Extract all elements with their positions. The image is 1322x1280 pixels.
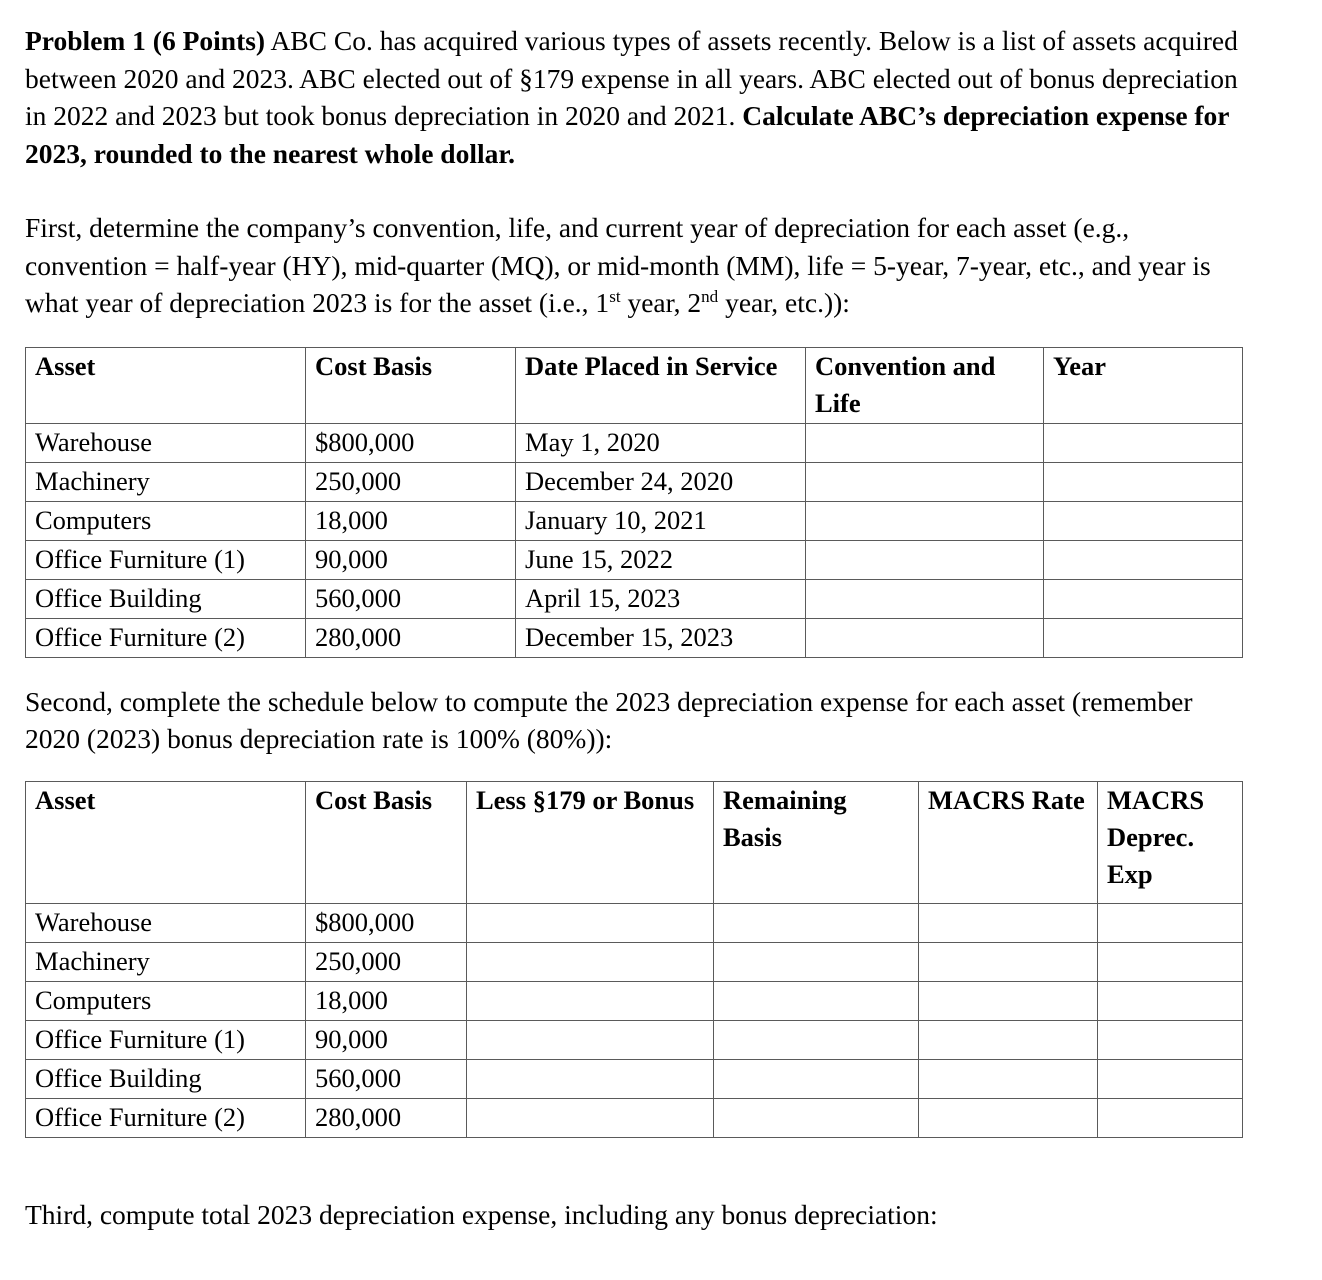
step-first-text-a: First, determine the company’s convention, life, and current year of depreciation for each asset (e.g., convention = half-year (HY), mid-quarter (MQ), or mid-month (MM), life = 5-year, 7-year, etc., and year is what year of depreciation 2023 is for the asset (i.e., 1: [25, 212, 1211, 318]
table-row: [26, 942, 1243, 981]
cell-cost-basis: 18,000: [306, 501, 516, 540]
table-two-header-cost-basis: Cost Basis: [306, 781, 467, 903]
ordinal-suffix-first: st: [609, 286, 621, 306]
cell-convention-life[interactable]: [806, 423, 1044, 462]
cell-asset: Machinery: [26, 462, 306, 501]
cell-year[interactable]: [1044, 579, 1243, 618]
cell-less-179-or-bonus[interactable]: [467, 1098, 714, 1137]
asset-convention-table: [25, 347, 1243, 658]
cell-convention-life[interactable]: [806, 462, 1044, 501]
cell-asset: Warehouse: [26, 903, 306, 942]
cell-remaining-basis[interactable]: [714, 1059, 919, 1098]
depreciation-schedule-table: [25, 781, 1243, 1138]
cell-macrs-deprec-exp[interactable]: [1098, 1098, 1243, 1137]
cell-date-placed: December 15, 2023: [516, 618, 806, 657]
table-row: [26, 903, 1243, 942]
cell-date-placed: May 1, 2020: [516, 423, 806, 462]
cell-asset: Office Furniture (1): [26, 540, 306, 579]
table-row: [26, 981, 1243, 1020]
cell-date-placed: June 15, 2022: [516, 540, 806, 579]
cell-less-179-or-bonus[interactable]: [467, 1059, 714, 1098]
table-row: [26, 1020, 1243, 1059]
cell-convention-life[interactable]: [806, 579, 1044, 618]
spacer-after-table-one: [25, 658, 1250, 683]
cell-less-179-or-bonus[interactable]: [467, 981, 714, 1020]
cell-convention-life[interactable]: [806, 501, 1044, 540]
table-one-header-asset: Asset: [26, 347, 306, 423]
table-two-header-row: [26, 781, 1243, 903]
cell-macrs-deprec-exp[interactable]: [1098, 903, 1243, 942]
table-two-header-macrs-rate: MACRS Rate: [919, 781, 1098, 903]
problem-instruction-bold: Calculate ABC’s depreciation expense for 2023, rounded to the nearest whole dollar.: [25, 100, 1230, 169]
cell-macrs-deprec-exp[interactable]: [1098, 981, 1243, 1020]
table-one-header-convention-and-life: Convention and Life: [806, 347, 1044, 423]
problem-intro-paragraph: [25, 22, 1250, 172]
cell-asset: Warehouse: [26, 423, 306, 462]
cell-remaining-basis[interactable]: [714, 981, 919, 1020]
cell-year[interactable]: [1044, 462, 1243, 501]
problem-intro-body: ABC Co. has acquired various types of assets recently. Below is a list of assets acquired between 2020 and 2023. ABC elected out of §179 expense in all years. ABC elected out of bonus depreciation in 2022 and 2023 but took bonus depreciation in 2020 and 2021.: [25, 25, 1238, 131]
table-row: [26, 540, 1243, 579]
cell-year[interactable]: [1044, 618, 1243, 657]
document-content: [25, 22, 1250, 1233]
cell-year[interactable]: [1044, 423, 1243, 462]
cell-cost-basis: 560,000: [306, 579, 516, 618]
cell-asset: Office Furniture (1): [26, 1020, 306, 1059]
cell-asset: Machinery: [26, 942, 306, 981]
cell-macrs-rate[interactable]: [919, 1059, 1098, 1098]
cell-cost-basis: 280,000: [306, 618, 516, 657]
cell-asset: Office Building: [26, 1059, 306, 1098]
cell-convention-life[interactable]: [806, 540, 1044, 579]
cell-remaining-basis[interactable]: [714, 1020, 919, 1059]
cell-cost-basis: 90,000: [306, 540, 516, 579]
table-row: [26, 1059, 1243, 1098]
cell-year[interactable]: [1044, 501, 1243, 540]
table-one-header-row: [26, 347, 1243, 423]
cell-asset: Office Building: [26, 579, 306, 618]
table-two-header-asset: Asset: [26, 781, 306, 903]
cell-less-179-or-bonus[interactable]: [467, 1020, 714, 1059]
cell-macrs-rate[interactable]: [919, 903, 1098, 942]
cell-macrs-deprec-exp[interactable]: [1098, 942, 1243, 981]
cell-asset: Office Furniture (2): [26, 618, 306, 657]
table-row: [26, 423, 1243, 462]
problem-title: Problem 1 (6 Points): [25, 25, 266, 56]
cell-cost-basis: 560,000: [306, 1059, 467, 1098]
table-row: [26, 1098, 1243, 1137]
cell-asset: Computers: [26, 981, 306, 1020]
cell-less-179-or-bonus[interactable]: [467, 903, 714, 942]
step-third-paragraph: Third, compute total 2023 depreciation expense, including any bonus depreciation:: [25, 1198, 938, 1230]
table-one-header-year: Year: [1044, 347, 1243, 423]
spacer-after-table-two: [25, 1138, 1250, 1196]
cell-less-179-or-bonus[interactable]: [467, 942, 714, 981]
cell-cost-basis: $800,000: [306, 903, 467, 942]
cell-macrs-rate[interactable]: [919, 1098, 1098, 1137]
cell-macrs-rate[interactable]: [919, 942, 1098, 981]
table-row: [26, 501, 1243, 540]
cell-asset: Office Furniture (2): [26, 1098, 306, 1137]
table-two-header-less-179-or-bonus: Less §179 or Bonus: [467, 781, 714, 903]
table-two-header-macrs-deprec-exp: MACRS Deprec. Exp: [1098, 781, 1243, 903]
table-row: [26, 579, 1243, 618]
cell-cost-basis: 250,000: [306, 462, 516, 501]
cell-cost-basis: 90,000: [306, 1020, 467, 1059]
cell-macrs-rate[interactable]: [919, 981, 1098, 1020]
cell-remaining-basis[interactable]: [714, 1098, 919, 1137]
step-first-text-c: year, etc.)):: [718, 287, 850, 318]
table-two-header-remaining-basis: Remaining Basis: [714, 781, 919, 903]
step-second-paragraph: Second, complete the schedule below to compute the 2023 depreciation expense for each asset (remember 2020 (2023) bonus depreciation rate is 100% (80%)):: [25, 685, 1193, 754]
cell-macrs-rate[interactable]: [919, 1020, 1098, 1059]
table-one-header-date-placed-in-service: Date Placed in Service: [516, 347, 806, 423]
cell-macrs-deprec-exp[interactable]: [1098, 1020, 1243, 1059]
step-first-paragraph: [25, 209, 1250, 322]
cell-cost-basis: 280,000: [306, 1098, 467, 1137]
cell-remaining-basis[interactable]: [714, 903, 919, 942]
cell-cost-basis: $800,000: [306, 423, 516, 462]
table-row: [26, 462, 1243, 501]
ordinal-suffix-second: nd: [701, 286, 719, 306]
spacer-before-table-one: [25, 322, 1250, 347]
table-one-header-cost-basis: Cost Basis: [306, 347, 516, 423]
cell-macrs-deprec-exp[interactable]: [1098, 1059, 1243, 1098]
cell-remaining-basis[interactable]: [714, 942, 919, 981]
cell-date-placed: January 10, 2021: [516, 501, 806, 540]
table-row: [26, 618, 1243, 657]
cell-cost-basis: 18,000: [306, 981, 467, 1020]
cell-date-placed: April 15, 2023: [516, 579, 806, 618]
cell-asset: Computers: [26, 501, 306, 540]
step-first-text-b: year, 2: [620, 287, 702, 318]
cell-year[interactable]: [1044, 540, 1243, 579]
cell-cost-basis: 250,000: [306, 942, 467, 981]
cell-date-placed: December 24, 2020: [516, 462, 806, 501]
cell-convention-life[interactable]: [806, 618, 1044, 657]
spacer-after-intro: [25, 172, 1250, 209]
spacer-before-table-two: [25, 758, 1250, 781]
